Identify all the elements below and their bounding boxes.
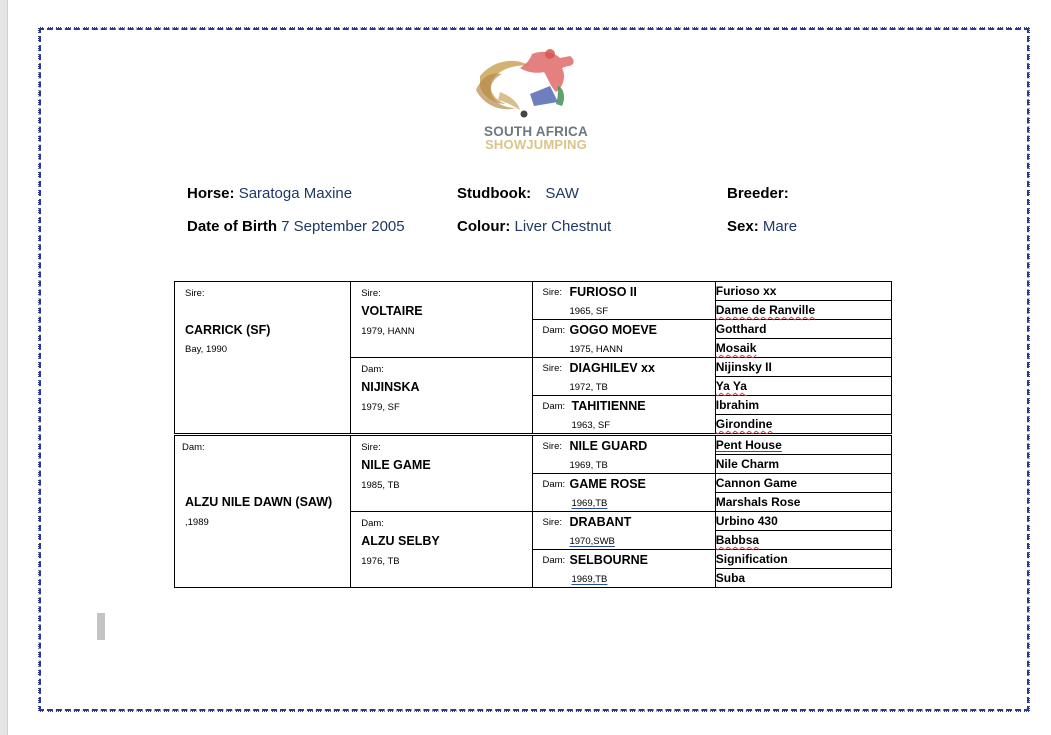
sire-meta: Bay, 1990 <box>185 344 228 355</box>
dam-sire-cell <box>351 435 533 512</box>
sire-dam-name: NIJINSKA <box>361 380 420 394</box>
dd-dam-role: Dam: <box>542 555 566 566</box>
dd-sire-meta: 1970,SWB <box>569 536 615 547</box>
ancestor-name: Girondine <box>715 415 891 435</box>
sire-dam-role: Dam: <box>361 364 384 375</box>
dd-sire-name: DRABANT <box>569 515 632 529</box>
sd-sire-meta: 1972, TB <box>569 382 608 393</box>
dd-dam-meta: 1969,TB <box>571 574 608 585</box>
sd-dam-meta: 1963, SF <box>571 420 611 431</box>
ss-sire-name: FURIOSO II <box>569 285 637 299</box>
pedigree-table <box>174 281 892 588</box>
logo-text-showjumping: SHOWJUMPING <box>485 137 587 152</box>
studbook-field <box>457 185 579 202</box>
horse-field <box>187 185 352 202</box>
sd-sire-role: Sire: <box>542 363 563 374</box>
dam-dam-meta: 1976, TB <box>361 556 400 567</box>
sex-field <box>727 218 797 235</box>
dam-dam-name: ALZU SELBY <box>361 534 440 548</box>
colour-label: Colour: <box>457 218 511 235</box>
logo-text-south-africa: SOUTH AFRICA <box>484 124 588 139</box>
dd-sire-cell <box>533 512 715 550</box>
ds-dam-meta: 1969,TB <box>571 498 608 509</box>
horse-label: Horse: <box>187 185 235 202</box>
dob-label: Date of Birth <box>187 218 277 235</box>
ancestor-name: Urbino 430 <box>715 512 891 531</box>
date-of-birth-field <box>187 218 405 235</box>
colour-value: Liver Chestnut <box>514 218 612 235</box>
sire-sire-cell <box>351 282 533 358</box>
sire-sire-meta: 1979, HANN <box>361 326 415 337</box>
ancestor-name: Cannon Game <box>715 474 891 493</box>
dam-cell <box>175 435 351 588</box>
sex-value: Mare <box>762 218 798 235</box>
sd-dam-cell <box>533 396 715 435</box>
horse-value: Saratoga Maxine <box>238 185 353 202</box>
dd-dam-name: SELBOURNE <box>569 553 648 567</box>
sd-dam-name: TAHITIENNE <box>571 399 646 413</box>
dam-sire-meta: 1985, TB <box>361 480 400 491</box>
dam-sire-role: Sire: <box>361 442 381 453</box>
ancestor-name: Furioso xx <box>715 282 891 301</box>
ds-dam-role: Dam: <box>542 479 566 490</box>
ds-sire-name: NILE GUARD <box>569 439 648 453</box>
colour-field <box>457 218 611 235</box>
ancestor-name: Ibrahim <box>715 396 891 415</box>
dam-role: Dam: <box>182 442 205 453</box>
ancestor-name: Gotthard <box>715 320 891 339</box>
sire-sire-role: Sire: <box>361 288 381 299</box>
studbook-value: SAW <box>545 185 579 202</box>
ss-dam-role: Dam: <box>542 325 566 336</box>
window-left-gutter <box>0 0 8 735</box>
ds-dam-cell <box>533 474 715 512</box>
sd-sire-cell <box>533 358 715 396</box>
ss-sire-cell <box>533 282 715 320</box>
south-africa-showjumping-logo <box>470 46 600 152</box>
ancestor-name: Marshals Rose <box>715 493 891 512</box>
sire-name: CARRICK (SF) <box>185 323 271 337</box>
ss-dam-meta: 1975, HANN <box>569 344 623 355</box>
sd-dam-role: Dam: <box>542 401 566 412</box>
ss-sire-role: Sire: <box>542 287 563 298</box>
ancestor-name: Pent House <box>715 435 891 455</box>
ds-sire-meta: 1969, TB <box>569 460 608 471</box>
studbook-label: Studbook: <box>457 185 532 202</box>
sire-role: Sire: <box>185 288 205 299</box>
ancestor-name: Suba <box>715 569 891 588</box>
ds-dam-name: GAME ROSE <box>569 477 646 491</box>
dd-sire-role: Sire: <box>542 517 563 528</box>
sire-cell <box>175 282 351 435</box>
dam-dam-role: Dam: <box>361 518 384 529</box>
breeder-field <box>727 185 789 202</box>
ds-sire-role: Sire: <box>542 441 563 452</box>
dam-meta: ,1989 <box>185 517 209 528</box>
sd-sire-name: DIAGHILEV xx <box>569 361 655 375</box>
ss-dam-cell <box>533 320 715 358</box>
sire-dam-meta: 1979, SF <box>361 402 400 413</box>
text-cursor[interactable] <box>97 613 105 640</box>
ss-dam-name: GOGO MOEVE <box>569 323 657 337</box>
sire-sire-name: VOLTAIRE <box>361 304 423 318</box>
horse-and-rider-logo-icon <box>470 46 600 126</box>
dd-dam-cell <box>533 550 715 588</box>
dam-name: ALZU NILE DAWN (SAW) <box>185 495 333 509</box>
ancestor-name: Mosaik <box>715 339 891 358</box>
dob-value: 7 September 2005 <box>281 218 405 235</box>
sire-dam-cell <box>351 358 533 435</box>
ancestor-name: Signification <box>715 550 891 569</box>
ds-sire-cell <box>533 435 715 474</box>
ancestor-name: Dame de Ranville <box>715 301 891 320</box>
ancestor-name: Nile Charm <box>715 455 891 474</box>
dam-dam-cell <box>351 512 533 588</box>
breeder-label: Breeder: <box>727 185 789 202</box>
dam-sire-name: NILE GAME <box>361 458 431 472</box>
ancestor-name: Babbsa <box>715 531 891 550</box>
ancestor-name: Nijinsky II <box>715 358 891 377</box>
ancestor-name: Ya Ya <box>715 377 891 396</box>
ss-sire-meta: 1965, SF <box>569 306 609 317</box>
sex-label: Sex: <box>727 218 759 235</box>
